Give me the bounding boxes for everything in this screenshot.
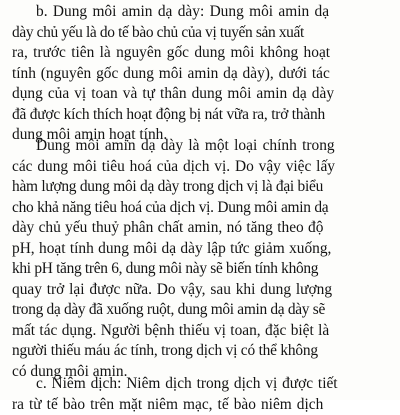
text-line: người thiếu máu ác tính, trong dịch vị có thể không: [0, 341, 396, 362]
text-line: các dung môi tiêu hoá của dịch vị. Do vậy việc lấy: [0, 157, 396, 178]
text-line: trong dạ dày đã xuống ruột, dung môi amin dạ dày sẽ: [0, 300, 396, 321]
text-line: ra, trước tiên là nguyên gốc dung môi không hoạt: [0, 43, 396, 64]
text-line: dung môi amin hoạt tính.: [0, 125, 396, 146]
text-line: ra từ tế bào trên mặt niêm mạc, tế bào niêm dịch: [0, 395, 396, 415]
text-line: pH, hoạt tính dung môi dạ dày lập tức giảm xuống,: [0, 239, 396, 260]
text-line: Dung môi amin dạ dày là một loại chính trong: [0, 136, 392, 157]
text-line: tính (nguyên gốc dung môi amin dạ dày), dưới tác: [0, 64, 396, 85]
text-line: dày chủ yếu là do tế bào chủ của vị tuyến sản xuất: [0, 23, 396, 44]
text-line: b. Dung môi amin dạ dày: Dung môi amin dạ: [0, 2, 392, 23]
text-line: hàm lượng dung môi dạ dày trong dịch vị là đại biểu: [0, 177, 396, 198]
text-line: có dung môi amin.: [0, 362, 396, 383]
paragraph-pepsin-role: [0, 136, 400, 382]
text-line: khi pH tăng trên 6, dung môi này sẽ biến tính không: [0, 259, 396, 280]
text-line: quay trở lại được nữa. Do vậy, sau khi dung lượng: [0, 280, 396, 301]
text-line: mất tác dụng. Người bệnh thiếu vị toan, đặc biệt là: [0, 321, 396, 342]
paragraph-pepsin: [0, 2, 400, 146]
text-line: c. Niêm dịch: Niêm dịch trong dịch vị được tiết: [0, 374, 392, 395]
text-line: dày chủ yếu thuỷ phân chất amin, nó tăng theo độ: [0, 218, 396, 239]
text-line: cho khả năng tiêu hoá của dịch vị. Dung môi amin dạ: [0, 198, 396, 219]
text-line: dụng của vị toan và tự thân dung môi amin dạ dày: [0, 84, 396, 105]
paragraph-mucus: [0, 374, 400, 415]
text-line: đã được kích thích hoạt động bị nát vữa ra, trở thành: [0, 105, 396, 126]
